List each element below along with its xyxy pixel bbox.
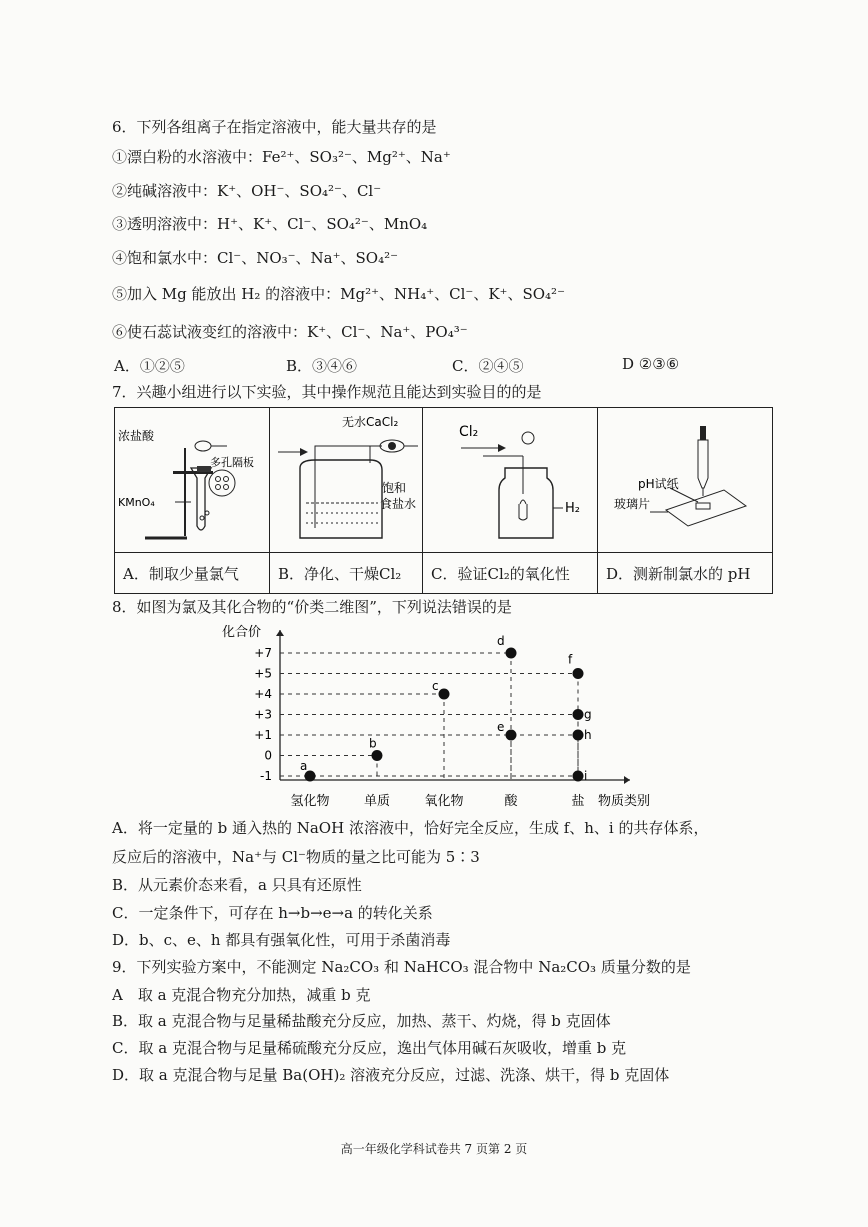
q6-option-d: D ②③⑥ [622, 355, 680, 373]
x-tick-label: 酸 [504, 794, 518, 809]
q6-item-4: ④饱和氯水中：Cl⁻、NO₃⁻、Na⁺、SO₄²⁻ [112, 249, 399, 267]
exp-a-figure [115, 408, 270, 553]
data-point [573, 771, 584, 782]
label-saline-1: 饱和 [382, 481, 407, 495]
point-label: e [497, 720, 505, 734]
q8-option-b: B．从元素价态来看，a 只具有还原性 [112, 876, 362, 894]
data-point [506, 648, 517, 659]
label-kmno4: KMnO₄ [118, 496, 155, 509]
apparatus-d-diagram [598, 408, 772, 548]
q6-item-6: ⑥使石蕊试液变红的溶液中：K⁺、Cl⁻、Na⁺、PO₄³⁻ [112, 323, 468, 341]
exp-d-figure [598, 408, 773, 553]
data-point [573, 730, 584, 741]
q9-option-d: D．取 a 克混合物与足量 Ba(OH)₂ 溶液充分反应，过滤、洗涤、烘干，得 b 克固体 [112, 1066, 670, 1084]
point-label: b [369, 736, 377, 751]
caption-c: C．验证Cl₂的氧化性 [423, 553, 598, 594]
y-tick-label: +5 [254, 666, 272, 681]
q7-title: 7．兴趣小组进行以下实验，其中操作规范且能达到实验目的的是 [112, 383, 542, 401]
y-tick-label: +1 [254, 728, 272, 742]
data-point [573, 668, 584, 679]
page-footer: 高一年级化学科试卷共 7 页第 2 页 [340, 1142, 528, 1156]
y-axis-arrow [276, 630, 284, 636]
y-tick-label: +4 [254, 687, 272, 701]
q9-option-a: A 取 a 克混合物充分加热，减重 b 克 [112, 986, 371, 1004]
data-point [506, 730, 517, 741]
exp-b-figure [270, 408, 423, 553]
valence-class-chart [210, 620, 660, 815]
data-point [372, 750, 383, 761]
x-tick-label: 盐 [571, 794, 585, 809]
q6-title: 6．下列各组离子在指定溶液中，能大量共存的是 [112, 118, 437, 136]
apparatus-a-diagram [115, 408, 269, 548]
q8-option-d: D．b、c、e、h 都具有强氧化性，可用于杀菌消毒 [112, 931, 451, 949]
apparatus-b-diagram [270, 408, 422, 548]
y-axis-label: 化合价 [222, 625, 262, 640]
q8-option-c: C．一定条件下，可存在 h→b→e→a 的转化关系 [112, 904, 433, 922]
label-h2: H₂ [565, 501, 580, 516]
point-label: f [568, 652, 573, 667]
point-label: c [432, 679, 439, 693]
point-label: d [497, 634, 505, 648]
x-axis-label: 物质类别 [598, 794, 651, 809]
y-tick-label: 0 [264, 748, 272, 763]
x-tick-label: 氧化物 [424, 794, 464, 809]
label-saline-2: 食盐水 [380, 497, 417, 511]
q9-option-b: B．取 a 克混合物与足量稀盐酸充分反应，加热、蒸干、灼烧，得 b 克固体 [112, 1012, 611, 1030]
label-conc-hcl: 浓盐酸 [118, 429, 155, 443]
point-label: a [300, 759, 308, 773]
point-label: h [584, 728, 592, 742]
q9-option-c: C．取 a 克混合物与足量稀硫酸充分反应，逸出气体用碱石灰吸收，增重 b 克 [112, 1039, 627, 1057]
q6-item-5: ⑤加入 Mg 能放出 H₂ 的溶液中：Mg²⁺、NH₄⁺、Cl⁻、K⁺、SO₄²⁻ [112, 285, 565, 303]
label-porous-plate: 多孔隔板 [210, 456, 254, 469]
point-label: i [584, 769, 588, 783]
label-cacl2: 无水CaCl₂ [342, 415, 399, 429]
caption-d: D．测新制氯水的 pH [598, 553, 773, 594]
exp-c-figure [423, 408, 598, 553]
y-tick-label: +7 [254, 646, 272, 660]
q6-option-a: A．①②⑤ [114, 357, 185, 375]
label-ph-paper: pH试纸 [638, 477, 679, 491]
q6-item-3: ③透明溶液中：H⁺、K⁺、Cl⁻、SO₄²⁻、MnO₄ [112, 215, 428, 233]
x-tick-label: 氢化物 [290, 794, 330, 809]
q8-option-a-cont: 反应后的溶液中，Na⁺与 Cl⁻物质的量之比可能为 5∶3 [112, 848, 480, 866]
data-point [439, 689, 450, 700]
point-label: g [584, 707, 592, 722]
data-point [573, 709, 584, 720]
q6-option-c: C．②④⑤ [452, 357, 524, 375]
y-tick-label: +3 [254, 707, 272, 722]
q6-item-2: ②纯碱溶液中：K⁺、OH⁻、SO₄²⁻、Cl⁻ [112, 182, 382, 200]
label-glass-slide: 玻璃片 [614, 497, 651, 511]
q6-item-1: ①漂白粉的水溶液中：Fe²⁺、SO₃²⁻、Mg²⁺、Na⁺ [112, 148, 451, 166]
y-tick-label: -1 [260, 769, 272, 783]
x-axis-arrow [624, 776, 630, 784]
q9-title: 9．下列实验方案中，不能测定 Na₂CO₃ 和 NaHCO₃ 混合物中 Na₂CO₃ 质量分数的是 [112, 958, 691, 976]
q6-option-b: B．③④⑥ [286, 357, 358, 375]
caption-a: A．制取少量氯气 [115, 553, 270, 594]
caption-b: B．净化、干燥Cl₂ [270, 553, 423, 594]
x-tick-label: 单质 [363, 794, 391, 809]
q8-option-a: A．将一定量的 b 通入热的 NaOH 浓溶液中，恰好完全反应，生成 f、h、i 的共存体系， [112, 819, 709, 837]
apparatus-c-diagram [423, 408, 597, 548]
label-cl2: Cl₂ [459, 424, 479, 440]
experiment-table [114, 407, 773, 594]
q8-title: 8．如图为氯及其化合物的“价类二维图”，下列说法错误的是 [112, 598, 512, 616]
